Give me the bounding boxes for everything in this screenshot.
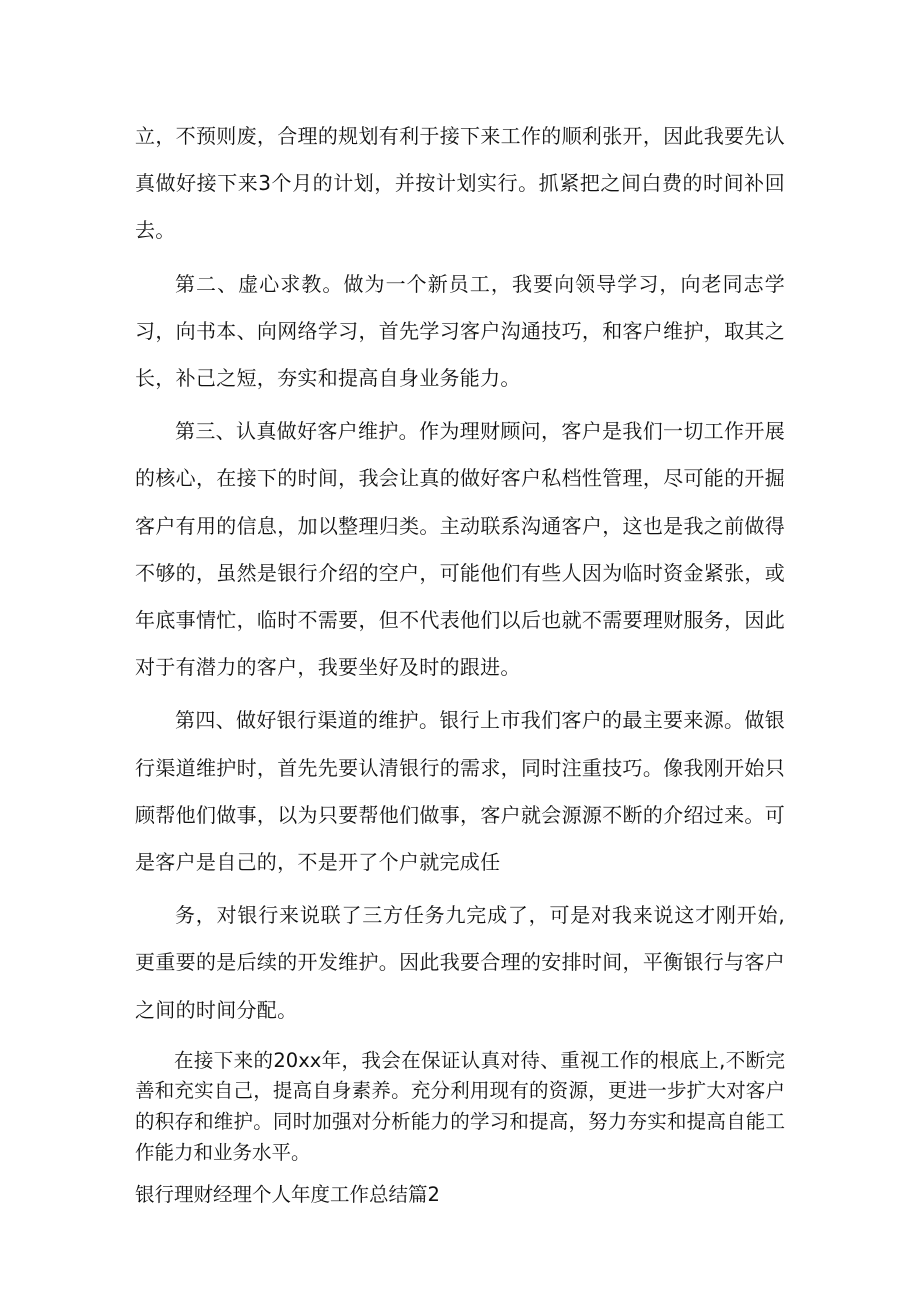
- document-body: [135, 113, 785, 1210]
- paragraph-fourth: 第四、做好银行渠道的维护。银行上市我们客户的最主要来源。做银行渠道维护时，首先先要认清银行的需求，同时注重技巧。像我刚开始只顾帮他们做事，以为只要帮他们做事，客户就会源源不断的介绍过来。可是客户是自己的，不是开了个户就完成任: [135, 708, 785, 875]
- paragraph-next-year: 在接下来的20xx年，我会在保证认真对待、重视工作的根底上,不断完善和充实自己，提高自身素养。充分利用现有的资源，更进一步扩大对客户的积存和维护。同时加强对分析能力的学习和提高，努力夯实和提高自能工作能力和业务水平。: [135, 1048, 785, 1164]
- paragraph-continued: 务，对银行来说联了三方任务九完成了，可是对我来说这才刚开始,更重要的是后续的开发维护。因此我要合理的安排时间，平衡银行与客户之间的时间分配。: [135, 903, 785, 1022]
- paragraph-third: 第三、认真做好客户维护。作为理财顾问，客户是我们一切工作开展的核心，在接下的时间，我会让真的做好客户私档性管理，尽可能的开掘客户有用的信息，加以整理归类。主动联系沟通客户，这也是我之前做得不够的，虽然是银行介绍的空户，可能他们有些人因为临时资金紧张，或年底事情忙，临时不需要，但不代表他们以后也就不需要理财服务，因此对于有潜力的客户，我要坐好及时的跟进。: [135, 419, 785, 680]
- paragraph-plan: 立，不预则废，合理的规划有利于接下来工作的顺利张开，因此我要先认真做好接下来3个月的计划，并按计划实行。抓紧把之间白费的时间补回去。: [135, 124, 785, 243]
- section-heading: 银行理财经理个人年度工作总结篇2: [135, 1183, 440, 1207]
- paragraph-second: 第二、虚心求教。做为一个新员工，我要向领导学习，向老同志学习，向书本、向网络学习，首先学习客户沟通技巧，和客户维护，取其之长，补己之短，夯实和提高自身业务能力。: [135, 271, 785, 391]
